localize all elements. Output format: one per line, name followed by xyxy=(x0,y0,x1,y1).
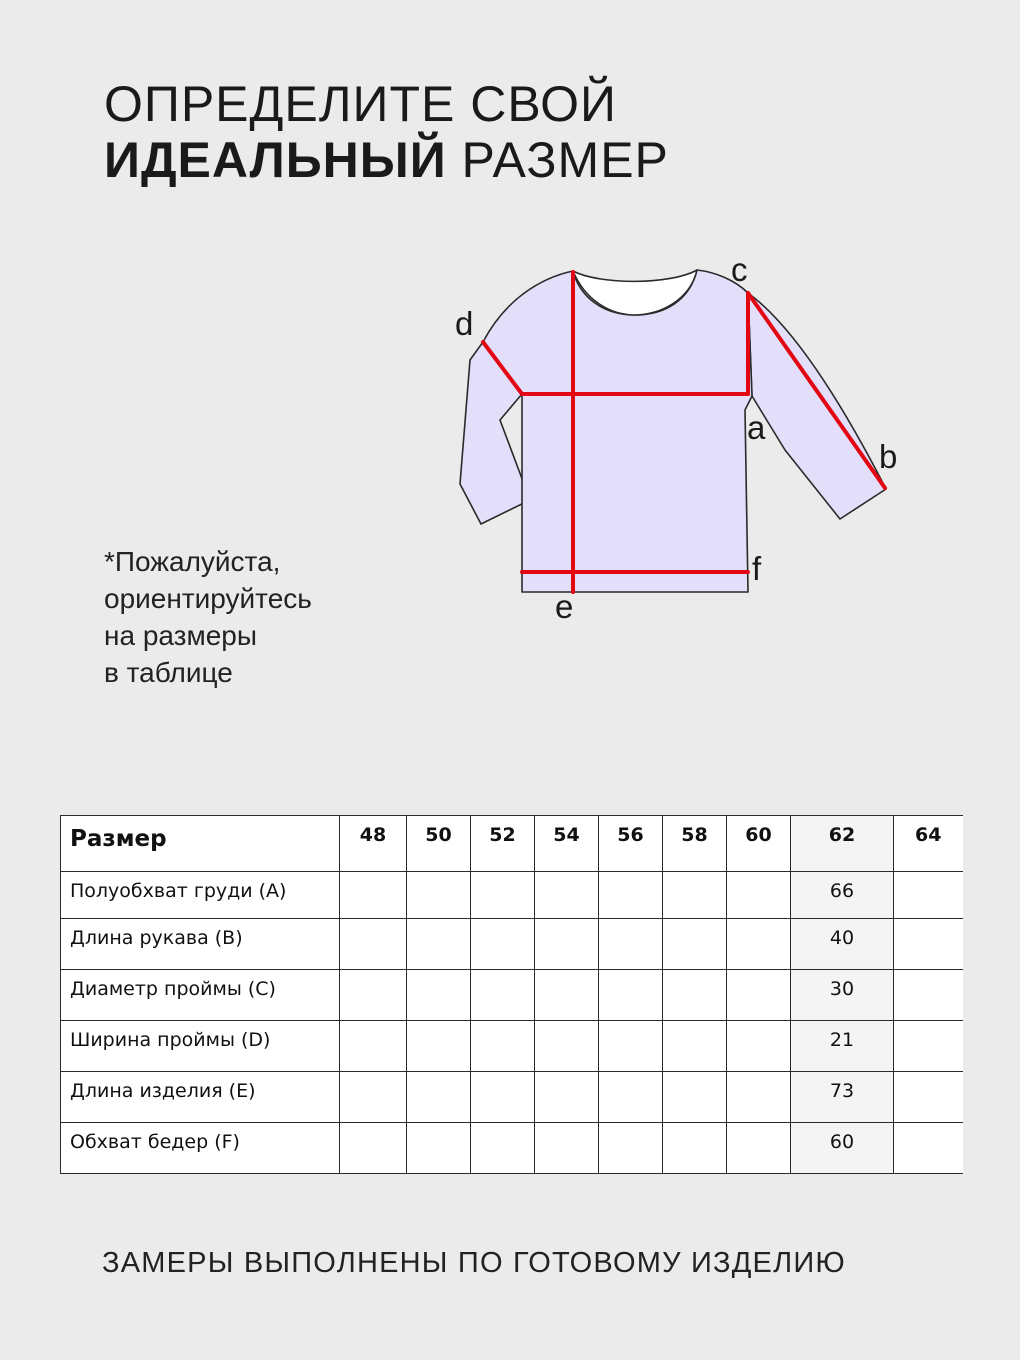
title-rest: РАЗМЕР xyxy=(446,132,669,188)
table-cell xyxy=(727,919,791,970)
header-size: 64 xyxy=(894,816,963,872)
table-cell xyxy=(727,1123,791,1174)
table-cell xyxy=(894,1072,963,1123)
table-cell: 40 xyxy=(791,919,894,970)
table-cell xyxy=(727,1072,791,1123)
table-row xyxy=(61,1021,963,1072)
table-cell xyxy=(340,1123,407,1174)
header-size-label: Размер xyxy=(61,816,340,872)
table-cell: 73 xyxy=(791,1072,894,1123)
table-cell xyxy=(340,970,407,1021)
table-cell xyxy=(535,970,599,1021)
table-cell xyxy=(340,1021,407,1072)
table-cell xyxy=(340,872,407,919)
table-cell xyxy=(727,872,791,919)
table-cell xyxy=(535,1072,599,1123)
garment-body xyxy=(483,270,752,592)
table-cell xyxy=(471,1021,535,1072)
table-cell: 66 xyxy=(791,872,894,919)
table-cell xyxy=(535,872,599,919)
table-cell xyxy=(663,919,727,970)
measurement-footnote: ЗАМЕРЫ ВЫПОЛНЕНЫ ПО ГОТОВОМУ ИЗДЕЛИЮ xyxy=(102,1247,846,1279)
table-row xyxy=(61,919,963,970)
row-label: Длина изделия (E) xyxy=(61,1072,340,1123)
table-cell xyxy=(535,1021,599,1072)
page-title xyxy=(104,76,669,188)
table-row xyxy=(61,872,963,919)
header-size: 52 xyxy=(471,816,535,872)
table-row xyxy=(61,1072,963,1123)
table-cell xyxy=(407,872,471,919)
row-label: Обхват бедер (F) xyxy=(61,1123,340,1174)
row-label: Длина рукава (B) xyxy=(61,919,340,970)
right-sleeve xyxy=(748,293,886,519)
table-cell xyxy=(599,970,663,1021)
row-label: Полуобхват груди (A) xyxy=(61,872,340,919)
label-e: e xyxy=(555,588,574,625)
table-header-row xyxy=(61,816,963,872)
title-line-2 xyxy=(104,132,669,188)
table-cell xyxy=(407,1021,471,1072)
table-cell xyxy=(599,1021,663,1072)
header-size: 48 xyxy=(340,816,407,872)
table-cell: 60 xyxy=(791,1123,894,1174)
title-line-1: ОПРЕДЕЛИТЕ СВОЙ xyxy=(104,76,617,132)
garment-outline xyxy=(460,270,886,592)
table-cell xyxy=(894,872,963,919)
header-size: 54 xyxy=(535,816,599,872)
label-f: f xyxy=(752,550,762,587)
table-row xyxy=(61,1123,963,1174)
table-cell xyxy=(727,970,791,1021)
table-cell xyxy=(599,1072,663,1123)
table-cell xyxy=(894,1021,963,1072)
table-cell xyxy=(407,970,471,1021)
table-cell xyxy=(663,1123,727,1174)
note-line: на размеры xyxy=(104,620,258,651)
header-size: 56 xyxy=(599,816,663,872)
row-label: Ширина проймы (D) xyxy=(61,1021,340,1072)
row-label: Диаметр проймы (C) xyxy=(61,970,340,1021)
table-cell xyxy=(340,1072,407,1123)
note-line: *Пожалуйста, xyxy=(104,546,281,577)
table-cell xyxy=(894,1123,963,1174)
size-chart-table xyxy=(60,815,963,1174)
label-b: b xyxy=(879,438,898,475)
table-cell xyxy=(407,1123,471,1174)
table-cell xyxy=(471,1072,535,1123)
table-cell xyxy=(599,872,663,919)
label-a: a xyxy=(747,409,766,446)
table-cell xyxy=(535,919,599,970)
note-line: ориентируйтесь xyxy=(104,583,312,614)
table-cell xyxy=(599,919,663,970)
table-cell xyxy=(727,1021,791,1072)
header-size: 62 xyxy=(791,816,894,872)
title-bold-word: ИДЕАЛЬНЫЙ xyxy=(104,132,447,188)
label-d: d xyxy=(455,305,474,342)
table-cell xyxy=(894,970,963,1021)
garment-measurement-diagram xyxy=(440,240,920,640)
table-cell xyxy=(471,872,535,919)
table-row xyxy=(61,970,963,1021)
table-cell xyxy=(471,1123,535,1174)
header-size: 58 xyxy=(663,816,727,872)
table-cell: 21 xyxy=(791,1021,894,1072)
sizing-note xyxy=(104,543,312,691)
header-size: 60 xyxy=(727,816,791,872)
note-line: в таблице xyxy=(104,657,233,688)
table-cell xyxy=(663,1021,727,1072)
label-c: c xyxy=(731,251,748,288)
table-cell xyxy=(407,919,471,970)
table-cell xyxy=(471,919,535,970)
table-cell xyxy=(599,1123,663,1174)
table-cell xyxy=(535,1123,599,1174)
table-cell xyxy=(663,872,727,919)
table-cell xyxy=(663,1072,727,1123)
table-cell xyxy=(471,970,535,1021)
table-cell xyxy=(407,1072,471,1123)
table-cell: 30 xyxy=(791,970,894,1021)
table-cell xyxy=(894,919,963,970)
header-size: 50 xyxy=(407,816,471,872)
table-cell xyxy=(340,919,407,970)
table-cell xyxy=(663,970,727,1021)
